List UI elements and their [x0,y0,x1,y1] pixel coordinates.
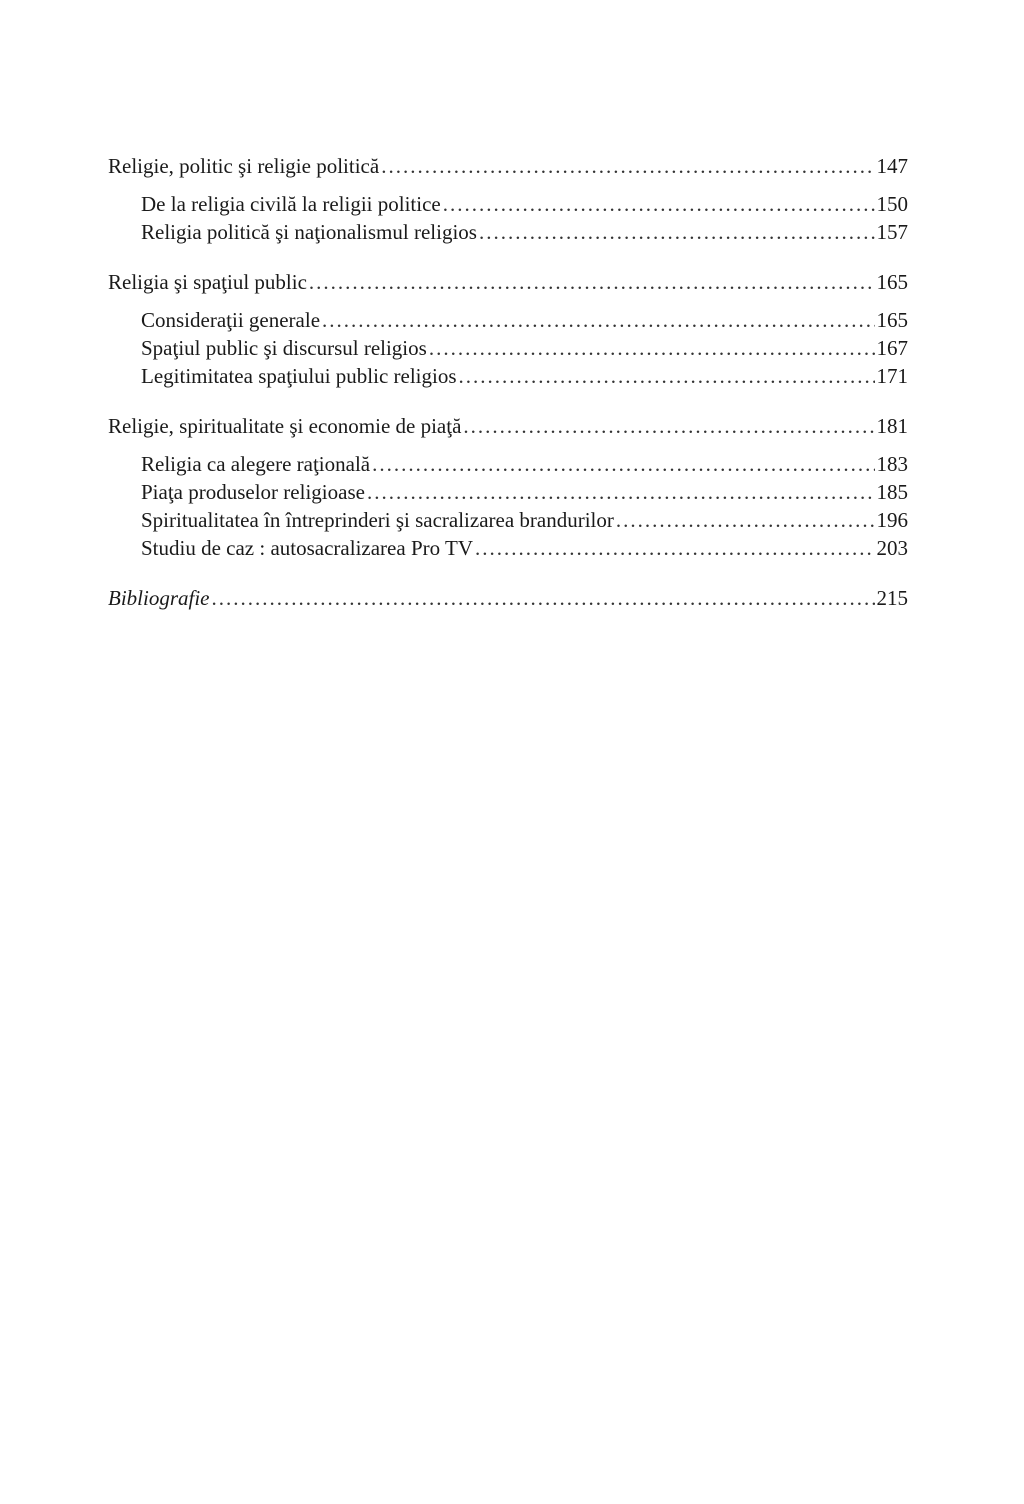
dot-leader [381,152,874,180]
toc-subentry-page: 196 [876,508,908,532]
toc-entry[interactable] [108,152,908,180]
toc-subentry-page: 183 [876,452,908,476]
toc-subentry[interactable] [108,218,908,246]
dot-leader [463,412,874,440]
toc-subentry-title: Legitimitatea spaţiului public religios [141,364,457,388]
dot-leader [367,478,875,506]
toc-subentry-page: 157 [876,220,908,244]
toc-entry-page: 165 [876,270,908,294]
toc-subentry-page: 150 [876,192,908,216]
toc-subentry-page: 165 [876,308,908,332]
toc-subentry[interactable] [108,450,908,478]
toc-subentry-page: 203 [876,536,908,560]
toc-entry[interactable] [108,268,908,296]
dot-leader [212,584,875,612]
toc-subentry[interactable] [108,306,908,334]
toc-section [108,584,908,612]
toc-subentry[interactable] [108,190,908,218]
dot-leader [372,450,874,478]
toc-subentry-title: Consideraţii generale [141,308,321,332]
toc-subentry[interactable] [108,478,908,506]
toc-entry-page: 147 [876,154,908,178]
toc-section [108,412,908,562]
dot-leader [616,506,875,534]
toc-entry-bibliography[interactable] [108,584,908,612]
toc-subentry[interactable] [108,534,908,562]
dot-leader [479,218,875,246]
dot-leader [309,268,875,296]
toc-subentry-page: 185 [876,480,908,504]
toc-subentry-title: De la religia civilă la religii politice [141,192,441,216]
toc-subentry-title: Studiu de caz : autosacralizarea Pro TV [141,536,473,560]
toc-subentry-page: 171 [876,364,908,388]
dot-leader [459,362,875,390]
dot-leader [429,334,875,362]
dot-leader [322,306,874,334]
table-of-contents [108,152,908,634]
toc-subentry-title: Religia ca alegere raţională [141,452,371,476]
toc-subentry[interactable] [108,334,908,362]
toc-entry-page: 215 [876,586,908,610]
dot-leader [443,190,875,218]
toc-entry-title: Bibliografie [108,586,210,610]
toc-entry-title: Religia şi spaţiul public [108,270,307,294]
toc-subentry[interactable] [108,506,908,534]
toc-subentry-page: 167 [876,336,908,360]
toc-subentry[interactable] [108,362,908,390]
toc-subentry-title: Spiritualitatea în întreprinderi şi sacralizarea brandurilor [141,508,614,532]
toc-subentry-title: Spaţiul public şi discursul religios [141,336,427,360]
toc-entry-page: 181 [876,414,908,438]
dot-leader [475,534,875,562]
toc-subentry-title: Piaţa produselor religioase [141,480,365,504]
toc-entry-title: Religie, spiritualitate şi economie de piaţă [108,414,462,438]
toc-section [108,152,908,246]
toc-section [108,268,908,390]
toc-entry-title: Religie, politic şi religie politică [108,154,380,178]
toc-subentry-title: Religia politică şi naţionalismul religios [141,220,477,244]
toc-entry[interactable] [108,412,908,440]
